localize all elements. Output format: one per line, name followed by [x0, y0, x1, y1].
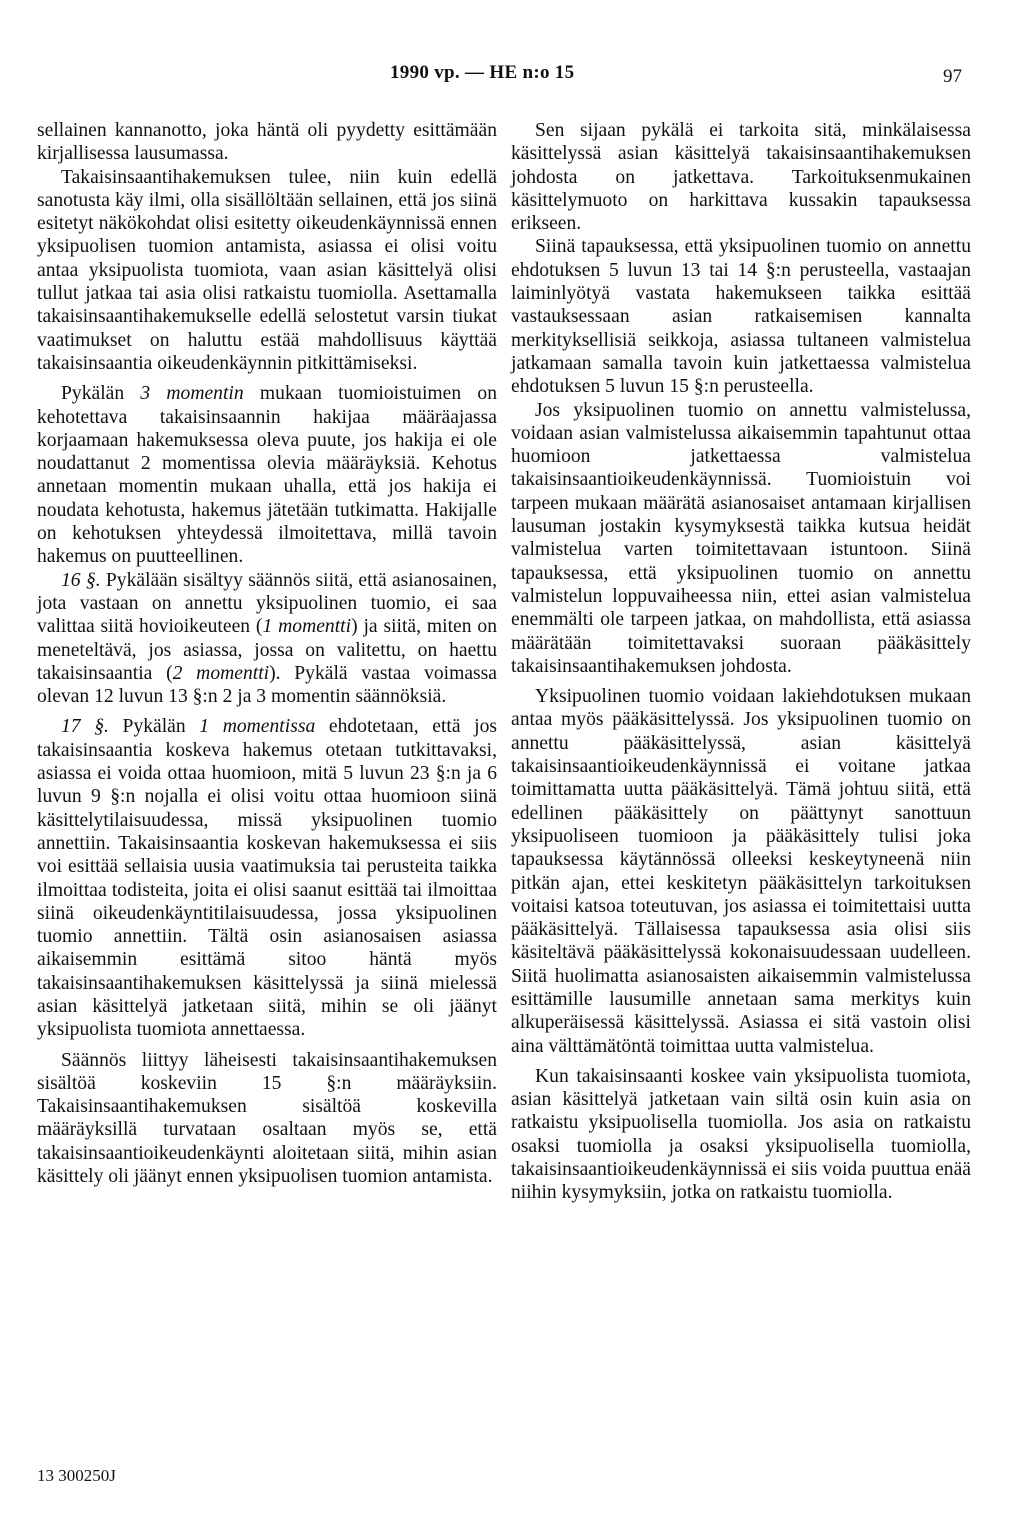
paragraph: Yksipuolinen tuomio voidaan lakiehdotuksen mukaan antaa myös pääkäsittelyssä. Jos yksipuolinen tuomio on annettu pääkäsittelyssä, asian käsittelyä takaisinsaantioikeudenkäynnissä ei voitane jatkaa toimittamatta uutta pääkäsittelyä. Tämä johtuu siitä, että edellinen pääkäsittely on päättynyt sanottuun yksipuoliseen tuomioon ja pääkäsittely tulisi joka tapauksessa käytännössä olleeksi keskeytyneenä niin pitkän ajan, ettei keskitetyn pääkäsittelyn tarkoituksen voitaisi katsoa toteutuvan, jos asiassa ei toimitettaisi uutta pääkäsittelyä. Tällaisessa tapauksessa asia olisi siis käsiteltävä pääkäsittelyssä kokonaisuudessaan uudelleen. Siitä huolimatta asianosaisten aikaisemmin valmistelussa esittämille lausumille annetaan sama merkitys kuin alkuperäisessä käsittelyssä. Asiassa ei sitä vastoin olisi aina välttämätöntä toimittaa uutta valmistelua.	[511, 686, 971, 1057]
running-title: 1990 vp. — HE n:o 15	[390, 62, 575, 83]
paragraph: 17 §. Pykälän 1 momentissa ehdotetaan, että jos takaisinsaantia koskeva hakemus otetaan tutkittavaksi, asiassa ei voida ottaa huomioon, mitä 5 luvun 23 §:n ja 6 luvun 9 §:n nojalla ei olisi voitu ottaa huomioon siinä käsittelytilaisuudessa, missä yksipuolinen tuomio annettiin. Takaisinsaantia koskevan hakemuksessa ei siis voi esittää sellaisia uusia vaatimuksia tai perusteita taikka ilmoittaa todisteita, joita ei olisi saanut esittää tai ilmoittaa siinä oikeudenkäyntitilaisuudessa, jossa yksipuolinen tuomio annettiin. Tältä osin asianosaisen asiassa aikaisemmin esittämä sitoo häntä myös takaisinsaantihakemuksen käsittelyssä ja siinä mielessä asian käsittelyä jatketaan siitä, mihin se oli jäänyt yksipuolista tuomiota annettaessa.	[37, 716, 498, 1041]
page-number: 97	[943, 66, 962, 87]
footer-code: 13 300250J	[37, 1466, 116, 1485]
paragraph: Sen sijaan pykälä ei tarkoita sitä, minkälaisessa käsittelyssä asian käsittelyä takaisinsaantihakemuksen johdosta on jatkettava. Tarkoituksenmukainen käsittelymuoto on harkittava kussakin tapauksessa erikseen.	[511, 120, 971, 235]
paragraph: Jos yksipuolinen tuomio on annettu valmistelussa, voidaan asian valmistelussa aikaisemmin tapahtunut ottaa huomioon jatkettaessa valmistelua takaisinsaantioikeudenkäynnissä. Tuomioistuin voi tarpeen mukaan määrätä asianosaiset antamaan kirjallisen lausuman jostakin kysymyksestä taikka kutsua heidät valmistelua varten toimitettavaan istuntoon. Siinä tapauksessa, että yksipuolinen tuomio on annettu valmistelun loppuvaiheessa niin, ettei asian valmistelua enemmälti ole tarpeen jatkaa, on mahdollista, että asiassa määrätään toimitettavaksi suoraan pääkäsittely takaisinsaantihakemuksen johdosta.	[511, 399, 971, 677]
left-column	[37, 119, 497, 1188]
paragraph: Pykälän 3 momentin mukaan tuomioistuimen on kehotettava takaisinsaannin hakijaa määräajassa korjaamaan hakemuksessa oleva puute, jos hakija ei ole noudattanut 2 momentissa olevia määräyksiä. Kehotus annetaan momentin mukaan uhalla, että jos hakija ei noudata kehotusta, hakemus jätetään tutkimatta. Hakijalle on kehotuksen yhteydessä ilmoitettava, millä tavoin hakemus on puutteellinen.	[37, 383, 497, 568]
paragraph: Takaisinsaantihakemuksen tulee, niin kuin edellä sanotusta käy ilmi, olla sisällöltään sellainen, että jos siinä esitetyt näkökohdat olisi esitetty oikeudenkäynnissä ennen yksipuolisen tuomion antamista, asiassa ei olisi voitu antaa yksipuolista tuomiota, vaan asian käsittelyä olisi tullut jatkaa tai asia olisi ratkaistu tuomiolla. Asettamalla takaisinsaantihakemukselle edellä selostetut varsin tiukat vaatimukset on haluttu estää mahdollisuus käyttää takaisinsaantia oikeudenkäynnin pitkittämiseksi.	[37, 166, 497, 374]
paragraph: Kun takaisinsaanti koskee vain yksipuolista tuomiota, asian käsittelyä jatketaan vain siltä osin kuin asia on ratkaistu yksipuolisella tuomiolla. Jos asia on ratkaistu osaksi tuomiolla ja osaksi yksipuolisella tuomiolla, takaisinsaantioikeudenkäynnissä ei siis voida puuttua enää niihin kysymyksiin, jotka on ratkaistu tuomiolla.	[511, 1065, 971, 1204]
right-column	[511, 119, 971, 1205]
paragraph: 16 §. Pykälään sisältyy säännös siitä, että asianosainen, jota vastaan on annettu yksipuolinen tuomio, ei saa valittaa siitä hovioikeuteen (1 momentti) ja siitä, miten on meneteltävä, jos asiassa, jossa on valitettu, on haettu takaisinsaantia (2 momentti). Pykälä vastaa voimassa olevan 12 luvun 13 §:n 2 ja 3 momentin säännöksiä.	[37, 569, 497, 708]
paragraph: sellainen kannanotto, joka häntä oli pyydetty esittämään kirjallisessa lausumassa.	[37, 120, 497, 165]
page-header	[0, 62, 1024, 92]
paragraph: Säännös liittyy läheisesti takaisinsaantihakemuksen sisältöä koskeviin 15 §:n määräyksiin. Takaisinsaantihakemuksen sisältöä koskevilla määräyksillä turvataan osaltaan myös se, että takaisinsaantioikeudenkäynti aloitetaan siitä, mihin asian käsittely oli jäänyt ennen yksipuolisen tuomion antamista.	[37, 1049, 497, 1188]
paragraph: Siinä tapauksessa, että yksipuolinen tuomio on annettu ehdotuksen 5 luvun 13 tai 14 §:n perusteella, vastaajan laiminlyötyä vastata hakemukseen taikka esittää vastauksessaan asian ratkaisemisen kannalta merkityksellisiä seikkoja, asiassa tultaneen valmistelua jatkamaan samalla tavoin kuin jatkettaessa valmistelua ehdotuksen 5 luvun 15 §:n perusteella.	[511, 236, 971, 398]
